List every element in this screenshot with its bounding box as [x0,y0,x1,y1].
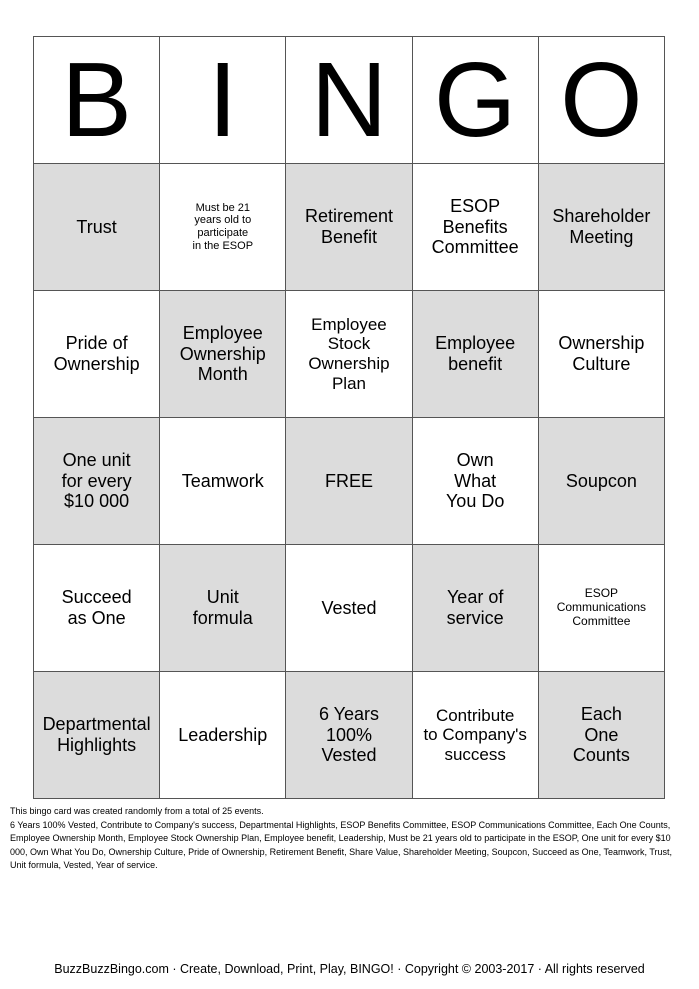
bingo-cell: Employee Stock Ownership Plan [286,291,412,418]
bingo-cell: FREE [286,418,412,545]
bingo-cell: ESOP Communications Committee [538,545,664,672]
header-letter: G [412,37,538,164]
bingo-header-row [34,37,665,164]
page-footer: BuzzBuzzBingo.com · Create, Download, Print, Play, BINGO! · Copyright © 2003-2017 · All rights reserved [54,962,645,976]
bingo-row [34,291,665,418]
bingo-row [34,545,665,672]
bingo-cell: Must be 21 years old to participate in the ESOP [160,164,286,291]
bingo-row [34,418,665,545]
bingo-cell: Shareholder Meeting [538,164,664,291]
bingo-card [33,36,665,799]
bingo-cell: Retirement Benefit [286,164,412,291]
bingo-cell: One unit for every $10 000 [34,418,160,545]
bingo-row [34,672,665,799]
bingo-cell: Pride of Ownership [34,291,160,418]
bingo-cell: Ownership Culture [538,291,664,418]
bingo-cell: ESOP Benefits Committee [412,164,538,291]
bingo-grid [34,164,665,799]
bingo-row [34,164,665,291]
header-letter: B [34,37,160,164]
bingo-cell: Leadership [160,672,286,799]
bingo-cell: Soupcon [538,418,664,545]
bingo-cell: Contribute to Company's success [412,672,538,799]
notes-intro: This bingo card was created randomly from a total of 25 events. [10,806,264,816]
bingo-cell: Teamwork [160,418,286,545]
bingo-cell: Unit formula [160,545,286,672]
bingo-cell: Each One Counts [538,672,664,799]
header-letter: O [538,37,664,164]
bingo-cell: Departmental Highlights [34,672,160,799]
bingo-cell: Trust [34,164,160,291]
header-letter: N [286,37,412,164]
header-letter: I [160,37,286,164]
bingo-cell: Vested [286,545,412,672]
bingo-cell: Succeed as One [34,545,160,672]
card-notes [10,805,690,873]
bingo-cell: Year of service [412,545,538,672]
bingo-cell: 6 Years 100% Vested [286,672,412,799]
bingo-cell: Employee Ownership Month [160,291,286,418]
notes-event-list: 6 Years 100% Vested, Contribute to Company's success, Departmental Highlights, ESOP Benefits Committee, ESOP Communications Committee, Each One Counts, Employee Ownership Month, Employee Stock Ownership Plan, Employee benefit, Leadership, Must be 21 years old to participate in the ESOP, One unit for every $10 000, Own What You Do, Ownership Culture, Pride of Ownership, Retirement Benefit, Share Value, Shareholder Meeting, Soupcon, Succeed as One, Teamwork, Trust, Unit formula, Vested, Year of service. [10,819,673,870]
bingo-cell: Own What You Do [412,418,538,545]
bingo-cell: Employee benefit [412,291,538,418]
